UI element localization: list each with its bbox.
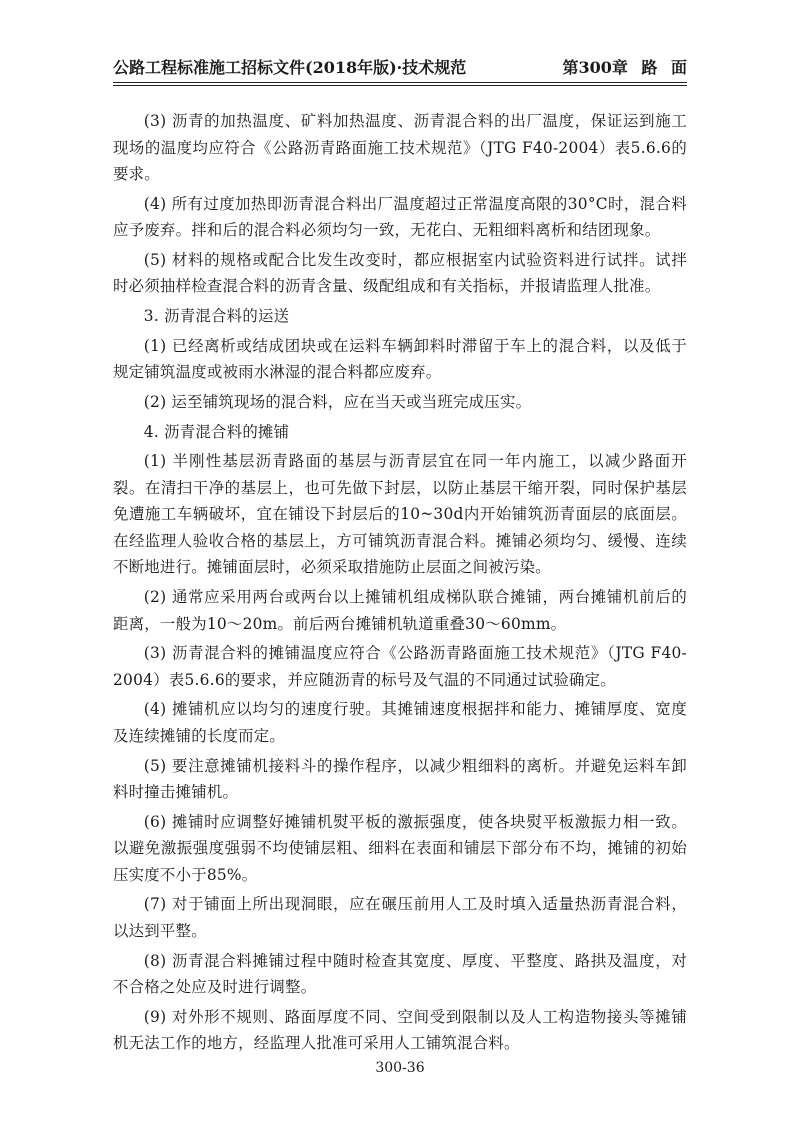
paragraph: (4) 摊铺机应以均匀的速度行驶。其摊铺速度根据拌和能力、摊铺厚度、宽度及连续摊铺的长度而定。 xyxy=(113,700,687,745)
chapter-title: 第300章 路 面 xyxy=(562,58,687,77)
paragraph: (4) 所有过度加热即沥青混合料出厂温度超过正常温度高限的30°C时，混合料应予废弃。拌和后的混合料必须均匀一致，无花白、无粗细料离析和结团现象。 xyxy=(113,194,687,240)
paragraph: (1) 半刚性基层沥青路面的基层与沥青层宜在同一年内施工，以减少路面开裂。在清扫干净的基层上，也可先做下封层，以防止基层干缩开裂，同时保护基层免遭施工车辆破坏，宜在铺设下封层后的10~30d内开始铺筑沥青面层的底面层。在经监理人验收合格的基层上，方可铺筑沥青混合料。摊铺必须均匀、缓慢、连续不断地进行。摊铺面层时，必须采取措施防止层面之间被污染。 xyxy=(113,452,687,577)
page-header xyxy=(113,48,687,86)
paragraph: (3) 沥青混合料的摊铺温度应符合《公路沥青路面施工技术规范》（JTG F40-2004）表5.6.6的要求，并应随沥青的标号及气温的不同通过试验确定。 xyxy=(113,644,687,689)
paragraph: (5) 材料的规格或配合比发生改变时，都应根据室内试验资料进行试拌。试拌时必须抽样检查混合料的沥青含量、级配组成和有关指标，并报请监理人批准。 xyxy=(113,250,687,296)
paragraph: (6) 摊铺时应调整好摊铺机熨平板的激振强度，使各块熨平板激振力相一致。以避免激振强度强弱不均使铺层粗、细料在表面和铺层下部分布不均，摊铺的初始压实度不小于85%。 xyxy=(113,812,687,884)
paragraph: (2) 运至铺筑现场的混合料，应在当天或当班完成压实。 xyxy=(143,392,532,411)
section-heading: 3. 沥青混合料的运送 xyxy=(143,307,290,326)
paragraph: (5) 要注意摊铺机接料斗的操作程序，以减少粗细料的离析。并避免运料车卸料时撞击摊铺机。 xyxy=(113,756,687,802)
page-number: 300-36 xyxy=(375,1060,425,1076)
paragraph: (7) 对于铺面上所出现洞眼，应在碾压前用人工及时填入适量热沥青混合料，以达到平整。 xyxy=(113,895,687,940)
paragraph: (2) 通常应采用两台或两台以上摊铺机组成梯队联合摊铺，两台摊铺机前后的距离，一般为10～20m。前后两台摊铺机轨道重叠30～60mm。 xyxy=(113,588,687,633)
paragraph: (9) 对外形不规则、路面厚度不同、空间受到限制以及人工构造物接头等摊铺机无法工作的地方，经监理人批准可采用人工铺筑混合料。 xyxy=(113,1007,687,1053)
document-title: 公路工程标准施工招标文件(2018年版)·技术规范 xyxy=(113,58,467,77)
header-rule-thick xyxy=(113,82,687,83)
header-rule-thin xyxy=(113,85,687,86)
paragraph: (3) 沥青的加热温度、矿料加热温度、沥青混合料的出厂温度，保证运到施工现场的温度均应符合《公路沥青路面施工技术规范》（JTG F40-2004）表5.6.6的要求。 xyxy=(113,112,687,183)
page-body xyxy=(113,108,687,1060)
section-heading: 4. 沥青混合料的摊铺 xyxy=(143,422,290,441)
paragraph: (1) 已经离析或结成团块或在运料车辆卸料时滞留于车上的混合料，以及低于规定铺筑温度或被雨水淋湿的混合料都应废弃。 xyxy=(113,336,687,382)
paragraph: (8) 沥青混合料摊铺过程中随时检查其宽度、厚度、平整度、路拱及温度，对不合格之处应及时进行调整。 xyxy=(113,951,687,997)
